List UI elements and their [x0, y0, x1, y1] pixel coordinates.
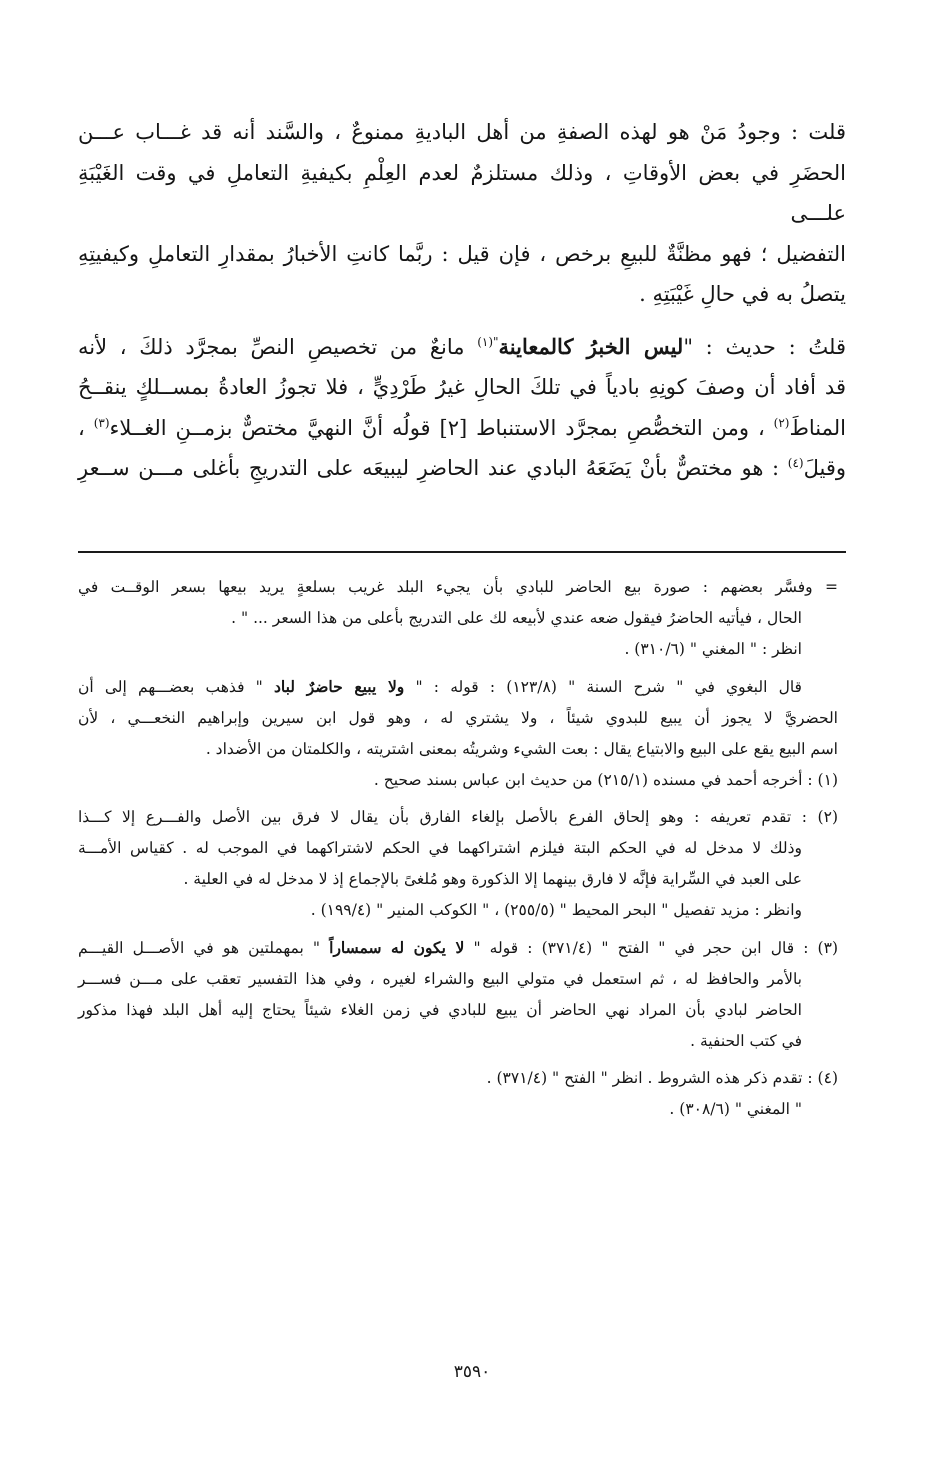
main-line: يتصلُ به في حالِ غَيْبَتِهِ . — [639, 282, 846, 306]
main-line: الحضَرِ في بعض الأوقاتِ ، وذلك مستلزمٌ لعدم العِلْمِ بكيفيةِ التعاملِ في وقت الغَيْبَةِ علـــى — [78, 160, 846, 225]
footnote-line: الحال ، فيأتيه الحاضرُ فيقول ضعه عندي لأبيعه لك على التدريج بأعلى من هذا السعر ... " . — [231, 609, 802, 627]
text-run: مانعٌ من تخصيصِ النصِّ بمجرَّد ذلكَ ، لأنه — [78, 334, 478, 359]
footnote-ref-1: "(١) — [477, 334, 499, 349]
footnote-line: بالأمر والحافظ له ، ثم استعمل في متولي البيع والشراء لغيره ، وفي هذا التفسير تعقب على مـــن فســـر — [78, 970, 802, 988]
footnote-ref-4: (٤) — [787, 456, 804, 470]
text-run: قال البغوي في " شرح السنة " (١٢٣/٨) : قوله : " — [404, 678, 802, 696]
footnote-line: على العبد في السِّراية فإنَّه لا فارق بينهما إلا الذكورة وهو مُلغىً بالإجماع إذ لا مدخل له في العلية . — [183, 870, 802, 888]
hadith-quote: ولا يبيع حاضرٌ لباد — [274, 677, 405, 696]
footnote-line: وذلك لا مدخل له في الحكم البتة فيلزم اشتراكهما في الحكم لاشتراكهما في الموجب له . كقياس الأمـــة — [78, 839, 802, 857]
footnote-line: " المغني " (٣٠٨/٦) . — [669, 1100, 802, 1118]
footnote-line: = وفسَّر بعضهم : صورة بيع الحاضر للبادي بأن يجيء البلد غريب بسلعةٍ يريد بيعها بسعر الوقــت في — [78, 578, 838, 596]
text-run: " بمهملتين هو في الأصـــل القيـــم — [78, 939, 330, 957]
footnote-number: (٤) : — [807, 1069, 838, 1087]
footnote-line: في كتب الحنفية . — [690, 1032, 802, 1050]
text-run: ، ومن التخصُّصِ بمجرَّد الاستنباط [٢] قولُه أنَّ النهيَّ مختصٌّ بزمــنِ الغــلاء — [109, 415, 774, 440]
footnote-4 — [78, 1063, 838, 1094]
text-run: " فذهب بعضـــهم إلى أن — [78, 678, 274, 696]
text-run: أخرجه أحمد في مسنده (٢١٥/١) من حديث ابن عباس بسند صحيح . — [373, 771, 808, 789]
footnote-1 — [78, 765, 838, 796]
main-line — [78, 408, 846, 449]
main-line — [78, 327, 846, 368]
main-line: قلت : وجودُ مَنْ هو لهذه الصفةِ من أهل الباديةِ ممنوعٌ ، والسَّند أنه قد غـــاب عـــن — [78, 120, 846, 144]
hadith-quote: ليس الخبرُ كالمعاينة — [498, 333, 684, 359]
footnote-2 — [78, 802, 838, 833]
text-run: تقدم ذكر هذه الشروط . انظر " الفتح " (٣٧١/٤) . — [486, 1069, 808, 1087]
text-run: تقدم تعريفه : وهو إلحاق الفرع بالأصل بإلغاء الفارق بأن يقال لا فرق بين الأصل والفـــرع إلا كـــذا — [78, 808, 802, 826]
main-text — [78, 112, 846, 489]
footnote-number: (١) : — [807, 771, 838, 789]
text-run: قال ابن حجر في " الفتح " (٣٧١/٤) : قوله " — [464, 939, 804, 957]
footnote-ref-2: (٢) — [773, 415, 790, 430]
footnote-3 — [78, 932, 838, 964]
main-line: التفضيل ؛ فهو مظنَّةٌ للبيعِ برخص ، فإن قيل : ربَّما كانتِ الأخبارُ بمقدارِ التعاملِ وكيفيتِهِ — [78, 241, 846, 266]
footnote-line: وانظر : مزيد تفصيل " البحر المحيط " (٢٥٥/٥) ، " الكوكب المنير " (١٩٩/٤) . — [310, 901, 802, 919]
text-run: ، — [78, 415, 94, 440]
text-run: قلتُ : حديث : " — [683, 334, 846, 359]
footnote-line: الحاضر لبادي بأن المراد نهي الحاضر أن يبيع للبادي في زمن الغلاء شيئاً يحتاج إليه أهل البلد فهذا مذكور — [78, 1001, 802, 1019]
page-number: ٣٥٩٠ — [453, 1362, 491, 1382]
footnote-number: (٣) : — [803, 939, 838, 957]
main-line: قد أفاد أن وصفَ كونِهِ بادياً في تلكَ الحالِ غيرُ طَرْدِيٍّ ، فلا تجوزُ العادةُ بمســلكٍ ينقــحُ — [78, 375, 846, 399]
hadith-quote: لا يكون له سمساراً — [329, 938, 465, 957]
footnote-ref-3: (٣) — [93, 415, 110, 430]
footnote-line: الحضريَّ لا يجوز أن يبيع للبدوي شيئاً ، ولا يشتري له ، وهو قول ابن سيرين وإبراهيم النخعـــي ، لأن — [78, 709, 838, 727]
footnote-line: اسم البيع يقع على البيع والابتياع يقال : بعت الشيء وشريتُه بمعنى اشتريته ، والكلمتان من الأضداد . — [205, 740, 838, 758]
footnotes — [78, 572, 838, 1125]
footnote-line: انظر : " المغني " (٣١٠/٦) . — [624, 640, 802, 658]
main-line — [78, 448, 846, 489]
text-run: المناطَ — [789, 415, 847, 440]
footnote-divider — [78, 551, 846, 553]
footnote-line — [78, 671, 838, 703]
text-run: : هو مختصٌّ بأنْ يَضَعَهُ البادي عند الحاضرِ ليبيعَه على التدريجِ بأغلى مـــن ســعرِ — [78, 456, 788, 480]
footnote-number: (٢) : — [801, 808, 838, 826]
text-run: وقيلَ — [803, 456, 846, 480]
